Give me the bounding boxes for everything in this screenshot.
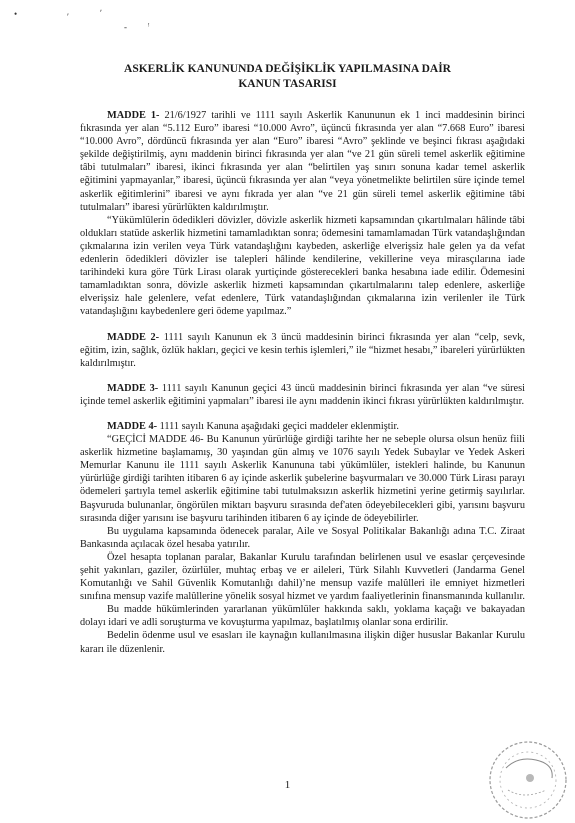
madde-4-text: 1111 sayılı Kanuna aşağıdaki geçici maddeler eklenmiştir.: [157, 420, 399, 432]
madde-2-text: 1111 sayılı Kanunun ek 3 üncü maddesinin birinci fıkrasında yer alan “celp, sevk, eğitim, izin, sağlık, özlük hakları, geçici ve kesin terhis işlemleri,” ile “hizmet hesabı,” ibareleri yürürlükten kaldırılmıştır.: [80, 331, 526, 369]
madde-2-paragraph: [80, 331, 525, 370]
scan-mark: ′: [67, 12, 69, 22]
madde-1-text: 21/6/1927 tarihli ve 1111 sayılı Askerlik Kanununun ek 1 inci maddesinin birinci fıkrasında yer alan “5.112 Euro” ibaresi “10.000 Avro”, üçüncü fıkrasında yer alan “7.668 Euro” ibaresi “10.000 Avro”, dördüncü fıkrasında yer alan “Euro” ibaresi “Avro” şeklinde ve beşinci fıkrası aşağıdaki şekilde değiştirilmiş, aynı maddenin birinci fıkrasında yer alan “ve 21 gün süreli temel askerlik eğitimine tâbi tutulmaları” ibaresi, ikinci fıkrasında yer alan “belirtilen yaş sınırı sonuna kadar temel askerlik eğitimini yapmayanlar,” ibaresi, üçüncü fıkrasında yer alan “veya yönetmelikte belirtilen süre içinde temel askerlik eğitimlerini” ibaresi ve aynı fıkrada yer alan “ve 21 gün süreli temel askerlik eğitimine tâbi tutulmaları” ibaresi yürürlükten kaldırılmıştır.: [80, 110, 526, 213]
official-stamp-seal: [478, 728, 570, 820]
page-number: 1: [284, 779, 291, 791]
gecici-madde-paragraph-4: Bu madde hükümlerinden yararlanan yükümlüler hakkında saklı, yoklama kaçağı ve bakayadan dolayı idari ve adli soruşturma ve kovuşturma yapılmaz, başlatılmış olanlar sona erdirilir.: [80, 604, 525, 629]
scan-mark: -: [124, 22, 127, 32]
scan-mark: •: [14, 9, 18, 19]
document-title-line1: ASKERLİK KANUNUNDA DEĞİŞİKLİK YAPILMASINA DAİR: [124, 63, 451, 75]
scan-mark: ʹ: [100, 8, 102, 18]
madde-1-paragraph: [80, 109, 525, 214]
madde-1-quoted-paragraph: “Yükümlülerin ödedikleri dövizler, dövizle askerlik hizmeti kapsamından çıkartılmaları hâlinde tâbi oldukları statüde askerlik hizmetini tamamladıktan sonra; ödemesini tamamlamadan Türk vatandaşlığından çıkmalarına izin verilen veya Türk vatandaşlığını kaybeden, askerliğe elverişsiz hale gelen ya da vefat edenlerin ödedikleri dövizler ise talepleri hâlinde kendilerine, vekillerine veya mirasçılarına iade tarihindeki kura göre Türk Lirası olarak yurtiçinde gösterecekleri banka hesabına iade edilir. Ödemesini tamamladıktan sonra, dövizle askerlik hizmeti kapsamından çıkartılmalarını talep edenlere, askerliğe elverişsiz hale gelenlere, vefat edenlere, Türk vatandaşlığından çıkmalarına izin verilenler ile Türk vatandaşlığını kaybedenlere geri ödeme yapılmaz.”: [80, 214, 525, 318]
madde-4-label: MADDE 4-: [107, 420, 158, 432]
scan-mark: ᵎ: [148, 20, 150, 30]
madde-3-label: MADDE 3-: [107, 382, 159, 394]
madde-2-label: MADDE 2-: [107, 331, 160, 343]
document-body: [80, 109, 525, 656]
gecici-madde-paragraph-3: Özel hesapta toplanan paralar, Bakanlar Kurulu tarafından belirlenen usul ve esaslar çerçevesinde şehit yakınları, gaziler, özürlüler, muhtaç erbaş ve er aileleri, Türk Silahlı Kuvvetleri (Jandarma Genel Komutanlığı ve Sahil Güvenlik Komutanlığı dahil)’ne mensup vazife malûlleri ile emniyet hizmetleri sınıfına mensup vazife malûllerine yönelik sosyal hizmet ve yardım faaliyetlerinin finansmanında kullanılır.: [80, 551, 525, 603]
madde-3-text: 1111 sayılı Kanunun geçici 43 üncü maddesinin birinci fıkrasında yer alan “ve süresi içinde temel askerlik eğitimini yapmaları” ibaresi ile aynı maddenin ikinci fıkrası yürürlükten kaldırılmıştır.: [80, 382, 525, 407]
document-title-line2: KANUN TASARISI: [238, 78, 337, 90]
madde-4-paragraph: [80, 420, 525, 433]
gecici-madde-paragraph-5: Bedelin ödenme usul ve esasları ile kaynağın kullanılmasına ilişkin diğer hususlar Bakanlar Kurulu kararı ile düzenlenir.: [80, 630, 525, 655]
madde-1-label: MADDE 1-: [107, 110, 160, 121]
gecici-madde-46-paragraph: “GEÇİCİ MADDE 46- Bu Kanunun yürürlüğe girdiği tarihte her ne sebeple olursa olsun henüz fiili askerlik hizmetine başlamamış, 30 yaşından gün almış ve 1076 sayılı Yedek Subaylar ve Yedek Askeri Memurlar Kanunu ile 1111 sayılı Askerlik Kanununa tabi yükümlüler, istekleri halinde, bu Kanunun yürürlüğe girdiği tarihten itibaren 6 ay içinde askerlik şubelerine başvurmaları ve 30.000 Türk Lirası parayı ödemeleri şartıyla temel askerlik eğitimine tabi tutulmaksızın askerlik hizmetini yerine getirmiş sayılırlar. Başvuruda bulunanlar, öngörülen miktarı başvuru sırasında def'aten ödeyebilecekleri gibi, yarısını başvuru sırasında diğer yarısını ise başvuru tarihinden itibaren 6 ay içinde de ödeyebilirler.: [80, 434, 525, 524]
madde-3-paragraph: [80, 382, 525, 408]
gecici-madde-paragraph-2: Bu uygulama kapsamında ödenecek paralar, Aile ve Sosyal Politikalar Bakanlığı adına T.C. Ziraat Bankasında açılacak özel hesaba yatırılır.: [80, 525, 525, 550]
